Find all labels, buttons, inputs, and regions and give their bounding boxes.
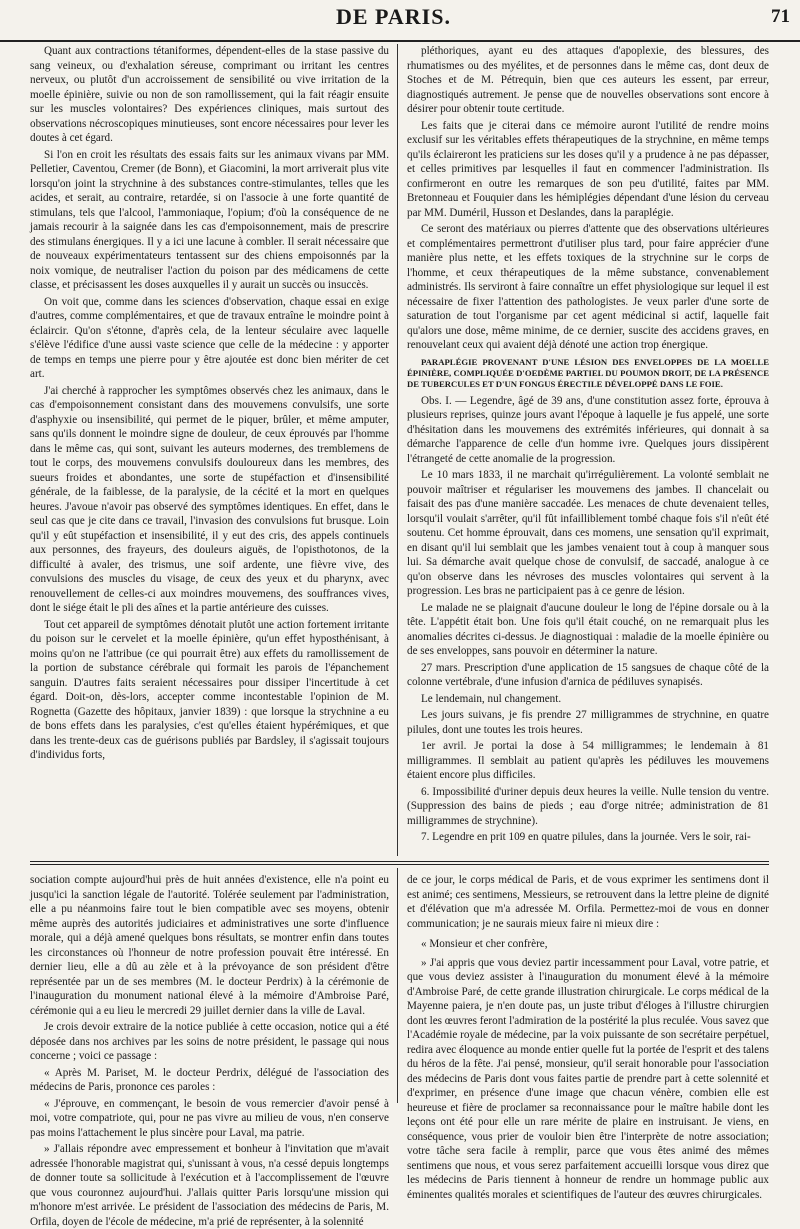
section-title: PARAPLÉGIE PROVENANT D'UNE LÉSION DES ENVELOPPES DE LA MOELLE ÉPINIÈRE, COMPLIQUÉE D'OEDÈME PARTIEL DU POUMON DROIT, DE LA PRÉSENCE DE TUBERCULES ET D'UN FONGUS ÉRECTILE DÉVELOPPÉ DANS LE FOIE. [407, 356, 769, 389]
paragraph: « Après M. Pariset, M. le docteur Perdrix, délégué de l'association des médecins de Paris, prononce ces paroles : [30, 1066, 389, 1093]
paragraph: Quant aux contractions tétaniformes, dépendent-elles de la stase passive du sang veineux, ou d'exhalation séreuse, comprimant ou irritant les centres nerveux, ou plutôt d'un accroissement de sensibilité ou vive irritation de la moelle épinière, suivie ou non de son ramollissement, qui la fait réagir ensuite sur les muscles volontaires? Des expériences cliniques, mais surtout des observations nécroscopiques minutieuses, sont encore nécessaires pour lever les doutes à cet égard. [30, 45, 389, 144]
column-divider [397, 44, 398, 856]
paragraph: Les faits que je citerai dans ce mémoire auront l'utilité de rendre moins exclusif sur les véritables effets thérapeutiques de la strychnine, en même temps qu'ils éclaireront les praticiens sur les doses qu'il y a prudence à ne pas dépasser, et celles primitives par lesquelles il faut en commencer l'administration. Ils confirmeront en outre les remarques de son peu d'utilité, faites par MM. Bretonneau et Fouquier dans les hémiplégies dépendant d'une lésion du cerveau par MM. Duméril, Husson et Deslandes, dans la paraplégie. [407, 119, 769, 219]
paragraph: Ce seront des matériaux ou pierres d'attente que des observations ultérieures et complémentaires permettront d'utiliser plus tard, pour faire apprécier d'une manière plus nette, et les effets toxiques de la strychnine sur le corps de l'homme, et ceux thérapeutiques de la même substance, convenablement administrés. Ils serviront à faire connaître un effet physiologique sur lequel il est nécessaire de fixer l'attention des pathologistes. Je veux parler d'une sorte de saturation de tout l'organisme par cet agent médicinal si actif, laquelle fait qu'alors une dose, même minime, de ce dernier, suscite des accidens graves, en renouvelant ceux qui avaient déjà dénoté une action trop énergique. [407, 223, 769, 351]
paragraph: 6. Impossibilité d'uriner depuis deux heures la veille. Nulle tension du ventre. (Suppression des bains de pieds ; eau d'orge nitrée; administration de 81 milligrammes de strychnine). [407, 785, 769, 827]
paragraph: Les jours suivans, je fis prendre 27 milligrammes de strychnine, en quatre pilules, dont une toutes les trois heures. [407, 709, 769, 736]
column-divider-bottom [397, 868, 398, 1103]
paragraph: Je crois devoir extraire de la notice publiée à cette occasion, notice qui a été déposée dans nos archives par les soins de notre président, le passage qui nous concerne ; voici ce passage : [30, 1021, 389, 1062]
paragraph: 27 mars. Prescription d'une application de 15 sangsues de chaque côté de la colonne vertébrale, d'une infusion d'arnica de pédiluves synapisés. [407, 661, 769, 688]
column-right-bottom [407, 873, 769, 1201]
column-left-bottom [30, 873, 389, 1228]
paragraph: Si l'on en croit les résultats des essais faits sur les animaux vivans par MM. Pelletier, Caventou, Cremer (de Bonn), et Giacomini, la mort arriverait plus vite lorsqu'on joint la strychnine à des substances contre-stimulantes, telles que les acides, et serait, au contraire, retardée, si on l'associe à une forte quantité de stimulans, tels que l'alcool, l'ammoniaque, l'opium; d'où la conséquence de ne jamais recourir à la saignée dans les cas d'empoisonnement, mais de prescrire des stimulans énergiques. Il y a ici une lacune à combler. Il serait nécessaire que de nouveaux expérimentateurs tentassent sur des chiens empoisonnés par la noix vomique, de neutraliser l'action du poison par des médicamens de cette classe, et précisassent les doses auxquelles il y aurait un succès ou insuccès. [30, 148, 389, 291]
paragraph: J'ai cherché à rapprocher les symptômes observés chez les animaux, dans le cas d'empoisonnement consistant dans des mouvemens convulsifs, une sorte d'asphyxie ou insensibilité, qui permet de le piquer, brûler, et même amputer, sans qu'ils donnent le moindre signe de douleur, de ceux éprouvés par l'homme dans le même cas, qui sont, suivant les auteurs modernes, des tremblemens de tout le corps, des mouvemens convulsifs douloureux dans les membres, des sueurs froides et abondantes, une sorte de stupéfaction et d'insensibilité générale, de la faiblesse, de la paralysie, de la cécité et la mort en quelques heures. J'avoue n'avoir pas observé des symptômes identiques. En effet, dans le seul cas que je cite dans ce travail, l'invasion des convulsions fut brusque. Loin qu'il y eût stupéfaction et insensibilité, il y eut des cris, des appels continuels aux personnes, des frayeurs, des douleurs aiguës, de l'opisthotonos, de la difficulté à avaler, des trismus, une soif ardente, une fièvre vive, des convulsions des muscles du visage, de ceux des yeux et du pharynx, avec renouvellement de celles-ci aux moindres mouvemens, des souffrances vives, dont le siége était le pli des aînes et la partie antérieure des cuisses. [30, 384, 389, 614]
paragraph: » J'ai appris que vous deviez partir incessamment pour Laval, votre patrie, et que vous deviez assister à l'inauguration du monument élevé à la mémoire d'Ambroise Paré, de cette grande illustration chirurgicale. Le corps médical de la Mayenne paiera, je n'en doute pas, un juste tribut d'éloges à l'illustre chirurgien dont les œuvres feront l'admiration de la postérité la plus reculée. Vous savez que l'Académie royale de médecine, par la voix puissante de son secrétaire perpétuel, redira avec éloquence au monde entier quelle fut la portée de l'esprit et des talens du héros de la fête. J'ai pensé, monsieur, qu'il serait honorable pour l'association des médecins de Paris dont vous faites partie de prendre part à cette solennité et d'exprimer, en présence d'une image que chacun vénère, combien elle est heureuse et fière de proclamer sa reconnaissance pour le maître habile dont les leçons ont été pour elle un rare mérite de plaire en instruisant. Je viens, en conséquence, vous prier de vouloir bien être l'interprète de notre association; votre tâche sera facile à remplir, parce que vous êtes animé des mêmes sentimens que nous, et vous serez parfaitement accueilli lorsque vous direz que les médecins de Paris tiennent à honneur de rendre un hommage public aux éminentes qualités morales et scientifiques de l'auteur des œuvres chirurgicales. [407, 956, 769, 1201]
paragraph: On voit que, comme dans les sciences d'observation, chaque essai en exige d'autres, comme complémentaires, et que de travaux entraîne le moindre point à éclaircir. Qu'on s'étonne, d'après cela, de la lenteur séculaire avec laquelle s'élève l'édifice d'une aussi vaste science que celle de la médecine : y apporter de temps en temps une pierre pour y être ajoutée est donc bien mériter de cet art. [30, 295, 389, 380]
paragraph: Le 10 mars 1833, il ne marchait qu'irrégulièrement. La volonté semblait ne pouvoir maîtriser et régulariser les mouvemens des jambes. Il chancelait ou faisait des pas d'une manière saccadée. Les menaces de chute devenaient telles, lorsqu'il voulait s'arrêter, qu'il fût infailliblement tombé chaque fois s'il n'eût été soutenu. Cet homme éprouvait, dans ces momens, une sensation qu'il exprimait, en disant qu'il lui semblait que les jambes venaient tout à coup à manquer sous lui. Sa démarche avait quelque chose de convulsif, de saccadé, analogue à ce qu'on observe dans les névroses des muscles volontaires qui servent à la progression. Les bras ne participaient pas à ce genre de lésion. [407, 469, 769, 597]
column-left-top [30, 44, 389, 854]
paragraph: 1er avril. Je portai la dose à 54 milligrammes; le lendemain à 81 milligrammes. Il semblait au patient qu'après les pédiluves les mouvemens étaient encore plus difficiles. [407, 740, 769, 781]
paragraph: sociation compte aujourd'hui près de huit années d'existence, elle n'a point eu jusqu'ici la sanction légale de l'autorité. Tolérée seulement par l'administration, elle a pu néanmoins faire tout le bien compatible avec ses moyens, obtenir même auprès des autorités judiciaires et administratives une sorte d'influence morale, qui a déjà amené quelques bons résultats, se montrer enfin dans toutes les circonstances où l'honneur de notre profession pouvait être intéressé. En dernier lieu, elle a dû au zèle et à la prévoyance de son président d'être représentée par un de ses membres (M. le docteur Perdrix) à la cérémonie de l'inauguration du monument national élevé à la mémoire d'Ambroise Paré, cérémonie qui a eu lieu le mercredi 29 juillet dernier dans la ville de Laval. [30, 874, 389, 1017]
paragraph: Tout cet appareil de symptômes dénotait plutôt une action fortement irritante du poison sur le cervelet et la moelle épinière, qu'un effet hyposthénisant, à moins qu'on ne l'attribue (ce qui pourrait être) aux effets du ramollissement de la portion de substance cérébrale qui formait les parois de l'épanchement sanguin. D'autres faits seraient nécessaires pour dissiper l'incertitude à cet égard. Doit-on, dès-lors, accepter comme incontestable l'opinion de M. Rognetta (Gazette des hôpitaux, janvier 1839) : que lorsque la strychnine a eu de bons effets dans les paralysies, c'est qu'elles étaient hypérémiques, et que dans les trente-deux cas de guérisons publiés par Bardsley, il s'agissait toujours d'individus forts, [30, 618, 389, 761]
salutation: « Monsieur et cher confrère, [421, 938, 548, 950]
column-right-top [407, 44, 769, 854]
feuilleton-divider [30, 861, 769, 865]
page-number: 71 [771, 6, 790, 27]
running-head: DE PARIS. [336, 4, 451, 29]
paragraph: « J'éprouve, en commençant, le besoin de vous remercier d'avoir pensé à moi, votre compatriote, qui, pour ne pas vivre au milieu de vous, n'en conserve pas moins l'attachement le plus sincère pour Laval, ma patrie. [30, 1097, 389, 1139]
page-header [0, 0, 800, 42]
paragraph: de ce jour, le corps médical de Paris, et de vous exprimer les sentimens dont il est animé; ces sentimens, Messieurs, se retrouvent dans la lettre pleine de dignité et d'élévation que m'a adressée M. Orfila. Permettez-moi de vous en donner communication; je ne saurais mieux faire ni mieux dire : [407, 874, 769, 930]
paragraph: » J'allais répondre avec empressement et bonheur à l'invitation que m'avait adressée l'honorable magistrat qui, s'unissant à vous, n'a cessé depuis longtemps de donner toute sa sollicitude à l'exécution et à l'accomplissement de l'œuvre que vous couronnez aujourd'hui. J'allais quitter Paris lorsqu'une mission qui m'honore m'est arrivée. Le président de l'association des médecins de Paris, M. Orfila, doyen de l'école de médecine, m'a prié de représenter, à la solennité [30, 1143, 389, 1228]
paragraph: Obs. I. — Legendre, âgé de 39 ans, d'une constitution assez forte, éprouva à plusieurs reprises, quinze jours avant l'époque à laquelle je fus appelé, une sorte d'hésitation dans les mouvemens des extrémités inférieures, qui donnait à sa démarche l'apparence de celle d'un homme ivre. Quelques jours dissipèrent l'étrangeté de cette anomalie de la progression. [407, 394, 769, 465]
paragraph: Le malade ne se plaignait d'aucune douleur le long de l'épine dorsale ou à la tête. L'appétit était bon. Une fois qu'il était couché, on ne remarquait plus les anomalies décrites ci-dessus. Je diagnostiquai : maladie de la moelle épinière ou de ses enveloppes, sans pouvoir en déterminer la nature. [407, 601, 769, 657]
paragraph: Le lendemain, nul changement. [421, 692, 562, 705]
paragraph: pléthoriques, ayant eu des attaques d'apoplexie, des blessures, des rhumatismes ou des myélites, et de personnes dans le même cas, dont deux de Stoches et de M. Pétrequin, bien que ces auteurs les essent, par erreur, diagnostiqués autrement. Je pense que de nouvelles observations sont encore à désirer pour obtenir toute certitude. [407, 45, 769, 115]
paragraph: 7. Legendre en prit 109 en quatre pilules, dans la journée. Vers le soir, rai- [421, 831, 751, 843]
